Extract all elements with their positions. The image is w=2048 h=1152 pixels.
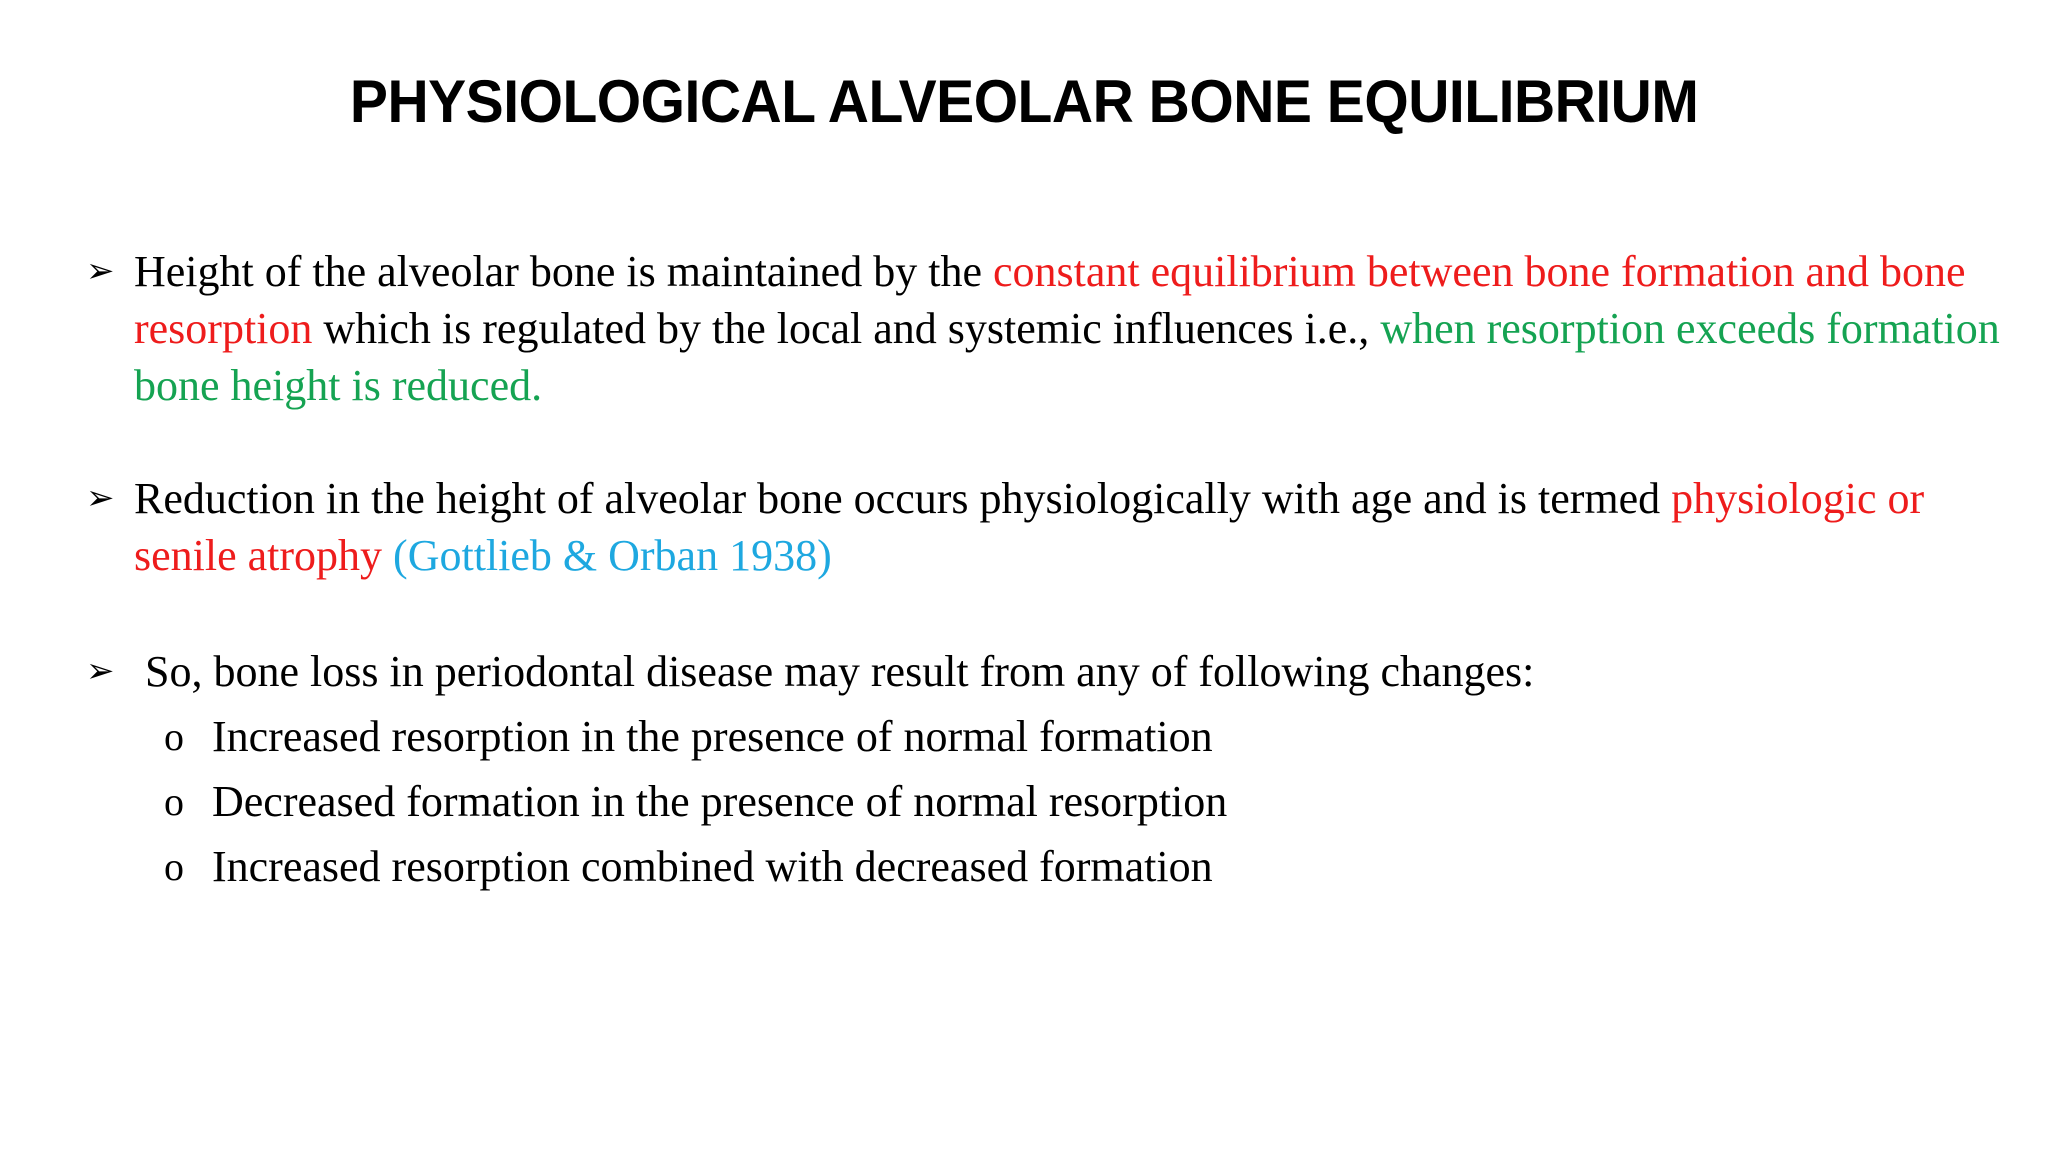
bullet-text-plain: Reduction in the height of alveolar bone occurs physiologically with age and is termed xyxy=(134,474,1672,523)
highlight-red-text: physiologic or senile atrophy xyxy=(134,474,1925,580)
bullet-text xyxy=(134,470,2016,584)
sub-bullet-text: Increased resorption combined with decreased formation xyxy=(212,842,1213,891)
bullet-text-plain: So, bone loss in periodontal disease may result from any of following changes: xyxy=(145,647,1535,696)
arrowhead-bullet-icon: ➢ xyxy=(86,651,115,691)
bullet-text xyxy=(145,643,2016,700)
bullet-text xyxy=(134,243,2016,414)
bullet-text-plain: which is regulated by the local and systemic influences i.e., xyxy=(312,304,1381,353)
sub-bullet-item xyxy=(164,704,1227,769)
bullet-text-space xyxy=(382,531,393,580)
sub-bullet-text: Decreased formation in the presence of normal resorption xyxy=(212,777,1228,826)
sub-bullet-item xyxy=(164,834,1227,899)
highlight-red-text: constant equilibrium between bone formation and bone resorption xyxy=(134,247,1966,353)
hollow-circle-bullet-icon: o xyxy=(164,779,184,824)
hollow-circle-bullet-icon: o xyxy=(164,844,184,889)
arrowhead-bullet-icon: ➢ xyxy=(86,251,115,291)
arrowhead-bullet-icon: ➢ xyxy=(86,478,115,518)
bullet-item-bone-loss xyxy=(86,643,2016,700)
slide-title: PHYSIOLOGICAL ALVEOLAR BONE EQUILIBRIUM xyxy=(349,68,1699,135)
sub-bullet-item xyxy=(164,769,1227,834)
sub-bullet-list xyxy=(164,704,1227,899)
sub-bullet-text: Increased resorption in the presence of normal formation xyxy=(212,712,1213,761)
bullet-text-plain: Height of the alveolar bone is maintained by the xyxy=(134,247,993,296)
bullet-item-senile-atrophy xyxy=(86,470,2016,584)
hollow-circle-bullet-icon: o xyxy=(164,714,184,759)
bullet-item-bone-height xyxy=(86,243,2016,414)
highlight-green-text: when resorption exceeds formation bone height is reduced. xyxy=(134,304,2000,410)
citation-text: (Gottlieb & Orban 1938) xyxy=(393,531,832,580)
